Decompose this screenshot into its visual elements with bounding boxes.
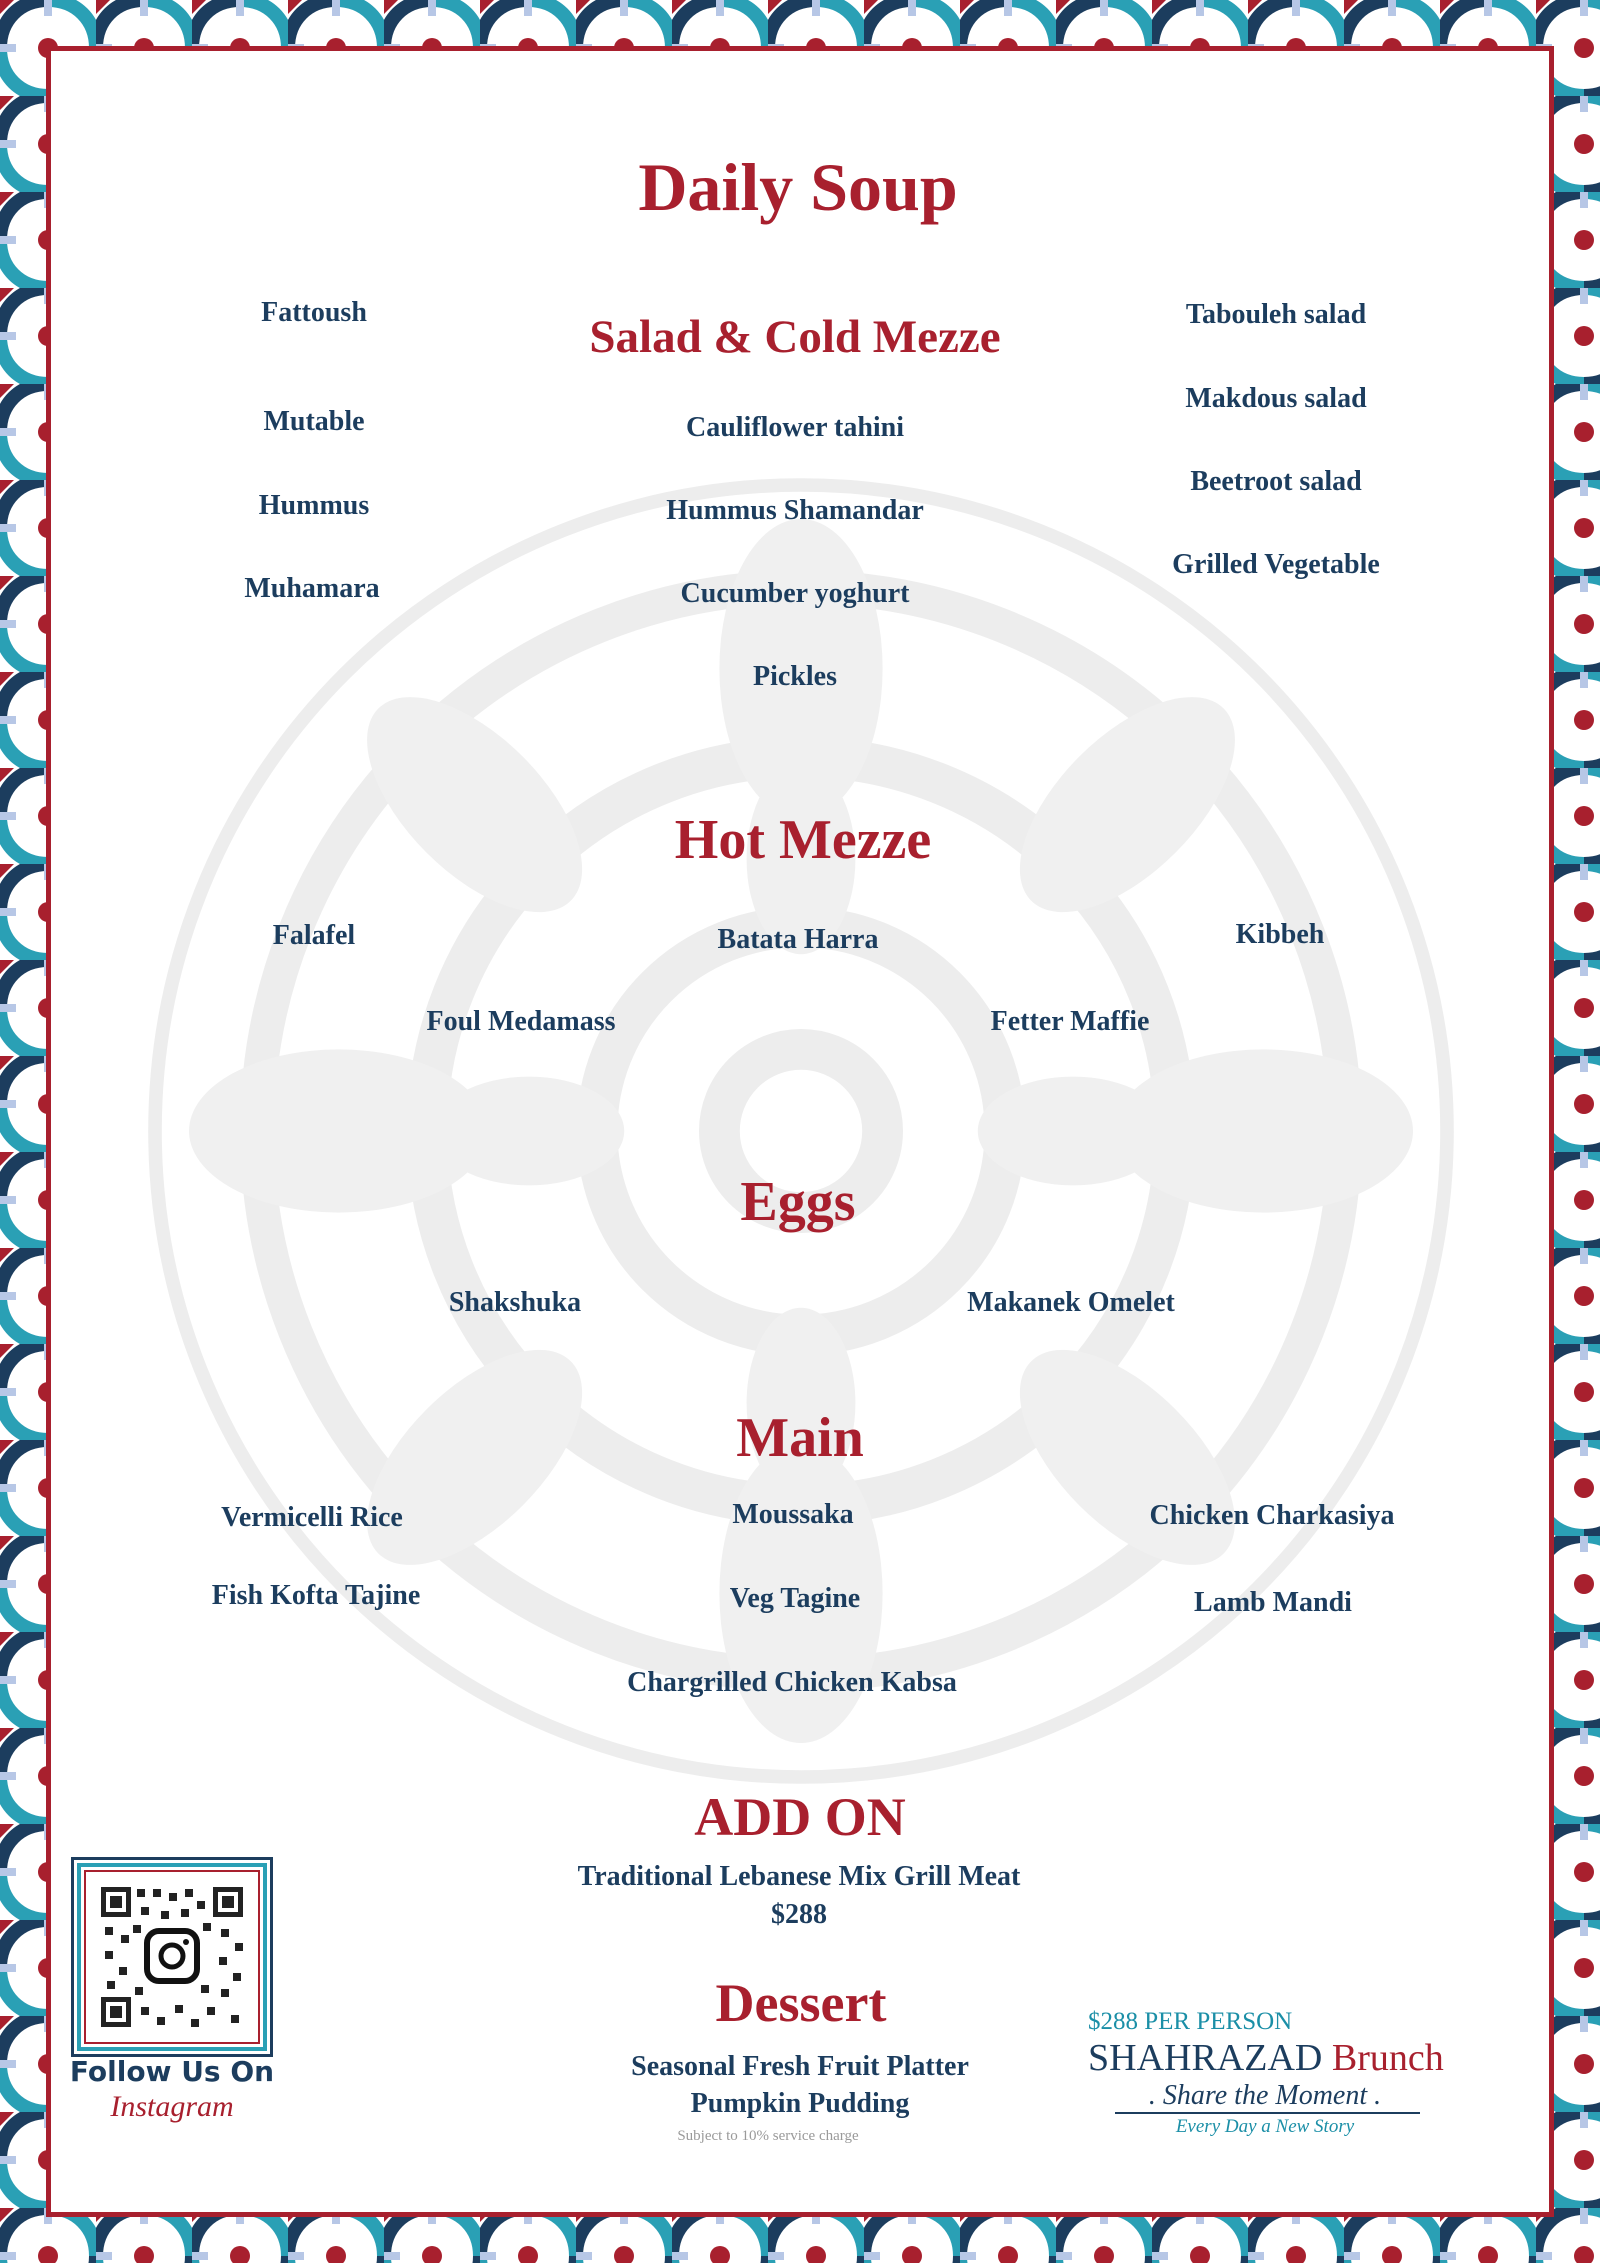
menu-item-chargrilled-chicken-kabsa: Chargrilled Chicken Kabsa [627,1667,957,1698]
dessert-heading: Dessert [715,1973,887,2033]
brand-subline: Every Day a New Story [1175,2116,1355,2137]
menu-item-fruit-platter: Seasonal Fresh Fruit Platter [631,2051,969,2082]
menu-item-pumpkin-pudding: Pumpkin Pudding [690,2088,910,2119]
main-heading: Main [736,1407,864,1469]
menu-item-mutable: Mutable [263,406,365,437]
menu-item-hummus-shamandar: Hummus Shamandar [666,495,924,526]
follow-us-text: Follow Us On [69,2055,275,2088]
menu-item-batata-harra: Batata Harra [717,924,879,955]
menu-item-fetter-maffie: Fetter Maffie [990,1006,1150,1037]
menu-item-fish-kofta-tajine: Fish Kofta Tajine [211,1580,421,1611]
add-on-heading: ADD ON [694,1787,906,1847]
price-per-person: $288 PER PERSON [1088,2008,1293,2035]
brand-tagline: . Share the Moment . [1148,2080,1382,2111]
brand-name-shahrazad: SHAHRAZAD [1088,2037,1323,2079]
menu-item-falafel: Falafel [272,920,356,951]
daily-soup-heading: Daily Soup [638,149,958,225]
salad-cold-mezze-heading: Salad & Cold Mezze [589,311,1001,363]
menu-item-hummus: Hummus [258,490,370,521]
hot-mezze-heading: Hot Mezze [674,809,932,871]
menu-item-kibbeh: Kibbeh [1235,919,1325,950]
menu-item-beetroot-salad: Beetroot salad [1190,466,1362,497]
menu-item-veg-tagine: Veg Tagine [729,1583,861,1614]
add-on-price: $288 [771,1899,827,1930]
menu-item-fattoush: Fattoush [261,297,367,328]
menu-item-pickles: Pickles [753,661,837,692]
instagram-qr-code[interactable] [71,1857,273,2057]
menu-item-vermicelli-rice: Vermicelli Rice [221,1502,403,1533]
menu-item-moussaka: Moussaka [732,1499,854,1530]
add-on-item: Traditional Lebanese Mix Grill Meat [577,1861,1021,1892]
service-charge-note: Subject to 10% service charge [677,2128,859,2144]
menu-item-grilled-vegetable: Grilled Vegetable [1172,549,1380,580]
brand-name-brunch: Brunch [1331,2037,1444,2079]
brand-name [1088,2036,1444,2080]
menu-item-tabouleh-salad: Tabouleh salad [1185,299,1367,330]
menu-item-makdous-salad: Makdous salad [1185,383,1367,414]
menu-item-cucumber-yoghurt: Cucumber yoghurt [680,578,910,609]
menu-item-makanek-omelet: Makanek Omelet [967,1287,1175,1318]
menu-item-cauliflower-tahini: Cauliflower tahini [685,412,905,443]
instagram-link[interactable]: Instagram [110,2090,234,2123]
eggs-heading: Eggs [740,1171,856,1233]
menu-item-lamb-mandi: Lamb Mandi [1194,1587,1352,1618]
menu-item-muhamara: Muhamara [244,573,380,604]
menu-item-foul-medamass: Foul Medamass [426,1006,616,1037]
brand-divider [1115,2112,1420,2114]
menu-item-shakshuka: Shakshuka [448,1287,582,1318]
menu-item-chicken-charkasiya: Chicken Charkasiya [1149,1500,1395,1531]
